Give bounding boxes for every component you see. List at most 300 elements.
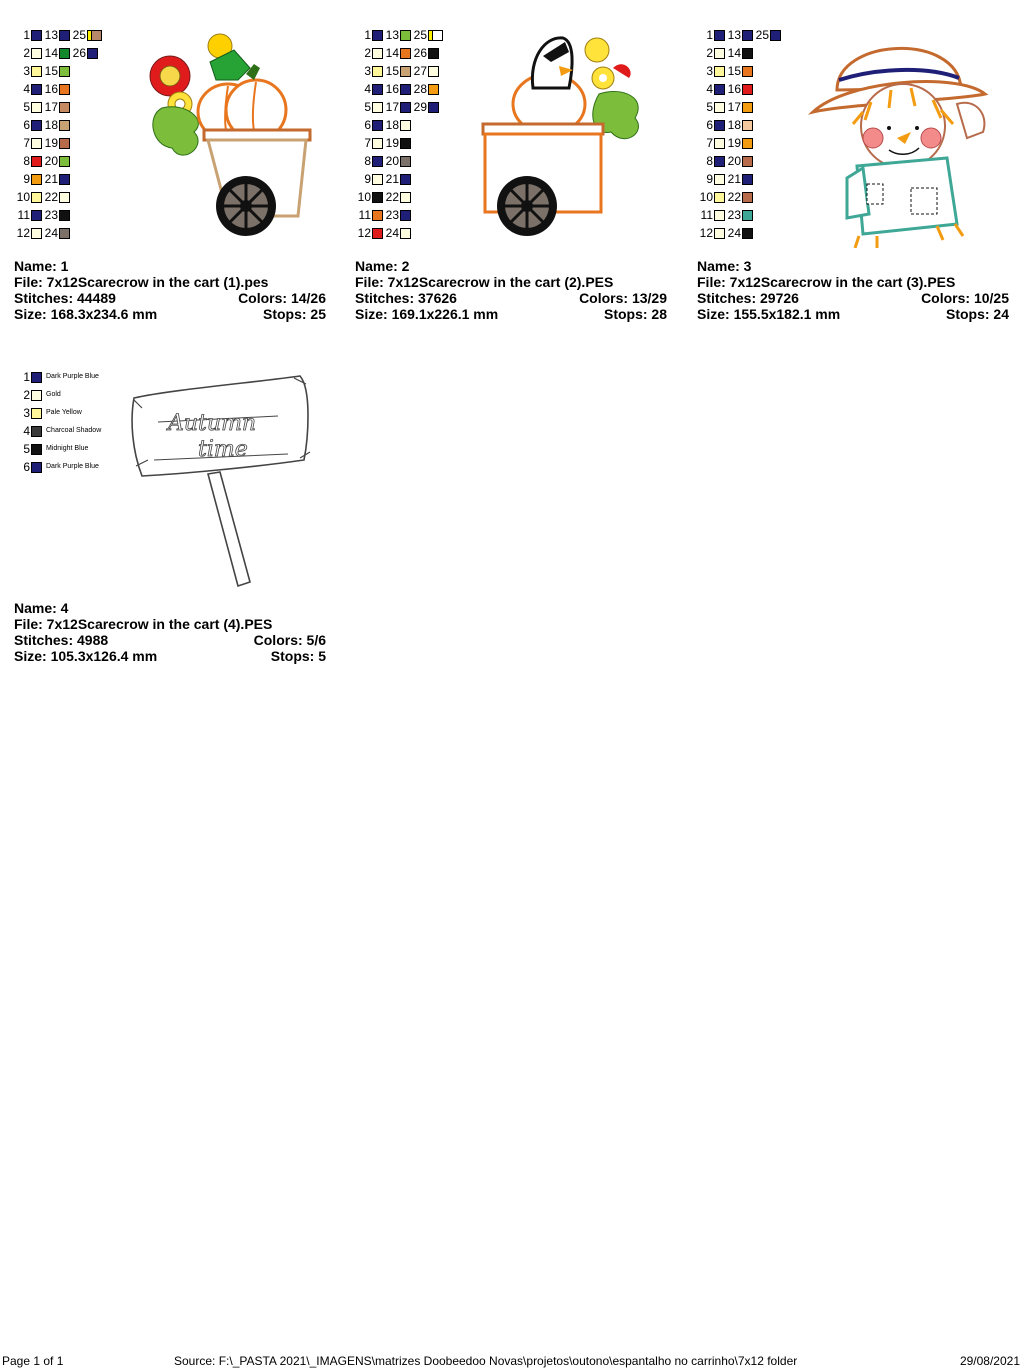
palette-entry bbox=[357, 98, 383, 116]
palette-entry-number: 2 bbox=[23, 46, 30, 60]
palette-entry-number: 3 bbox=[706, 64, 713, 78]
design-info bbox=[697, 258, 1009, 322]
palette-entry bbox=[699, 188, 725, 206]
palette-entry-number: 9 bbox=[706, 172, 713, 186]
palette-entry bbox=[90, 26, 102, 44]
palette-entry bbox=[383, 188, 411, 206]
palette-entry-number: 19 bbox=[385, 136, 399, 150]
palette-entry bbox=[383, 80, 411, 98]
palette-entry bbox=[699, 170, 725, 188]
palette-entry-number: 3 bbox=[23, 406, 30, 420]
palette-swatch bbox=[742, 30, 753, 41]
palette-entry-number: 24 bbox=[385, 226, 399, 240]
palette-entry bbox=[42, 134, 70, 152]
palette-column bbox=[16, 368, 101, 476]
palette-swatch bbox=[400, 174, 411, 185]
palette-entry bbox=[16, 62, 42, 80]
palette-swatch bbox=[59, 138, 70, 149]
palette-entry-number: 22 bbox=[44, 190, 58, 204]
design-colors: Colors: 10/25 bbox=[921, 290, 1009, 306]
palette-swatch bbox=[714, 156, 725, 167]
palette-swatch bbox=[742, 66, 753, 77]
palette-entry bbox=[42, 26, 70, 44]
palette-entry bbox=[411, 62, 439, 80]
palette-entry bbox=[16, 116, 42, 134]
palette-swatch bbox=[31, 444, 42, 455]
palette-entry-number: 15 bbox=[44, 64, 58, 78]
palette-entry-number: 2 bbox=[364, 46, 371, 60]
palette-swatch bbox=[31, 120, 42, 131]
palette-entry-number: 1 bbox=[706, 28, 713, 42]
palette-column bbox=[699, 26, 725, 242]
palette-column bbox=[90, 26, 102, 44]
palette-entry-number: 2 bbox=[706, 46, 713, 60]
palette-entry-number: 9 bbox=[23, 172, 30, 186]
palette-entry-number: 20 bbox=[385, 154, 399, 168]
design-colors: Colors: 5/6 bbox=[253, 632, 326, 648]
palette-entry bbox=[70, 44, 98, 62]
palette-color-name: Dark Purple Blue bbox=[46, 463, 99, 470]
palette-swatch bbox=[59, 174, 70, 185]
palette-entry-number: 3 bbox=[23, 64, 30, 78]
palette-entry bbox=[16, 44, 42, 62]
palette-swatch bbox=[714, 210, 725, 221]
palette-entry bbox=[42, 80, 70, 98]
palette-entry bbox=[699, 98, 725, 116]
palette-swatch bbox=[31, 30, 42, 41]
palette-entry bbox=[383, 152, 411, 170]
palette-swatch bbox=[59, 228, 70, 239]
palette-entry bbox=[383, 206, 411, 224]
palette-swatch bbox=[31, 48, 42, 59]
palette-entry-number: 19 bbox=[727, 136, 741, 150]
palette-entry-number: 23 bbox=[44, 208, 58, 222]
palette-swatch bbox=[59, 30, 70, 41]
palette-swatch bbox=[31, 84, 42, 95]
palette-entry bbox=[16, 368, 101, 386]
palette-entry bbox=[357, 62, 383, 80]
palette-entry bbox=[383, 116, 411, 134]
palette-swatch bbox=[714, 120, 725, 131]
design-stops: Stops: 5 bbox=[270, 648, 326, 664]
palette-entry-number: 6 bbox=[23, 118, 30, 132]
palette-entry-number: 10 bbox=[16, 190, 30, 204]
palette-entry-number: 2 bbox=[23, 388, 30, 402]
palette-entry-number: 13 bbox=[44, 28, 58, 42]
palette-swatch bbox=[31, 408, 42, 419]
design-preview-image bbox=[807, 28, 1003, 248]
palette-entry-number: 16 bbox=[727, 82, 741, 96]
palette-entry bbox=[357, 224, 383, 242]
sign-text-line1: Autumn bbox=[168, 411, 257, 436]
palette-swatch bbox=[400, 228, 411, 239]
palette-entry bbox=[16, 80, 42, 98]
palette-swatch bbox=[742, 228, 753, 239]
palette-swatch bbox=[432, 30, 443, 41]
palette-entry-number: 21 bbox=[44, 172, 58, 186]
palette-swatch bbox=[428, 102, 439, 113]
design-info bbox=[14, 600, 326, 664]
palette-entry-number: 14 bbox=[44, 46, 58, 60]
palette-entry-number: 1 bbox=[364, 28, 371, 42]
palette-entry-number: 7 bbox=[364, 136, 371, 150]
page-footer bbox=[0, 1354, 1024, 1370]
palette-entry-number: 15 bbox=[727, 64, 741, 78]
palette-entry-number: 18 bbox=[385, 118, 399, 132]
palette-column bbox=[753, 26, 781, 44]
palette-swatch bbox=[428, 48, 439, 59]
palette-swatch bbox=[372, 138, 383, 149]
palette-entry-number: 24 bbox=[727, 226, 741, 240]
palette-entry-number: 9 bbox=[364, 172, 371, 186]
palette-entry-number: 10 bbox=[357, 190, 371, 204]
palette-entry bbox=[383, 98, 411, 116]
design-size: Size: 155.5x182.1 mm bbox=[697, 306, 841, 322]
palette-entry bbox=[42, 152, 70, 170]
palette-column bbox=[357, 26, 383, 242]
palette-entry-number: 7 bbox=[706, 136, 713, 150]
palette-swatch bbox=[59, 210, 70, 221]
palette-entry-number: 14 bbox=[727, 46, 741, 60]
palette-entry bbox=[42, 224, 70, 242]
palette-entry bbox=[699, 206, 725, 224]
palette-entry bbox=[357, 44, 383, 62]
palette-entry-number: 12 bbox=[16, 226, 30, 240]
palette-swatch bbox=[714, 48, 725, 59]
palette-swatch bbox=[742, 102, 753, 113]
source-path: Source: F:\_PASTA 2021\_IMAGENS\matrizes Doobeedoo Novas\projetos\outono\espantalho no carrinho\7x12 folder bbox=[174, 1354, 798, 1368]
palette-entry bbox=[725, 188, 753, 206]
design-name: Name: 3 bbox=[697, 258, 752, 274]
palette-swatch bbox=[59, 156, 70, 167]
design-stitches: Stitches: 37626 bbox=[355, 290, 457, 306]
palette-swatch bbox=[59, 102, 70, 113]
page-number: Page 1 of 1 bbox=[2, 1354, 64, 1368]
palette-entry bbox=[383, 224, 411, 242]
design-stitches: Stitches: 4988 bbox=[14, 632, 109, 648]
palette-entry bbox=[16, 386, 101, 404]
palette-entry bbox=[357, 80, 383, 98]
palette-swatch bbox=[31, 156, 42, 167]
palette-entry bbox=[699, 224, 725, 242]
palette-entry-number: 12 bbox=[357, 226, 371, 240]
palette-color-name: Pale Yellow bbox=[46, 409, 82, 416]
design-size: Size: 168.3x234.6 mm bbox=[14, 306, 158, 322]
palette-swatch bbox=[31, 228, 42, 239]
palette-entry bbox=[42, 98, 70, 116]
design-preview-image bbox=[473, 28, 673, 238]
palette-entry-number: 5 bbox=[23, 100, 30, 114]
palette-swatch bbox=[400, 138, 411, 149]
palette-entry-number: 22 bbox=[727, 190, 741, 204]
palette-swatch bbox=[714, 228, 725, 239]
palette-entry bbox=[42, 206, 70, 224]
palette-entry bbox=[383, 134, 411, 152]
design-stops: Stops: 28 bbox=[603, 306, 667, 322]
palette-entry-number: 4 bbox=[23, 82, 30, 96]
palette-swatch bbox=[372, 120, 383, 131]
palette-entry-number: 8 bbox=[23, 154, 30, 168]
palette-entry bbox=[699, 80, 725, 98]
palette-swatch bbox=[428, 66, 439, 77]
palette-entry bbox=[725, 44, 753, 62]
palette-swatch bbox=[372, 102, 383, 113]
palette-entry-number: 15 bbox=[385, 64, 399, 78]
palette-swatch bbox=[742, 156, 753, 167]
palette-entry-number: 8 bbox=[706, 154, 713, 168]
palette-entry-number: 20 bbox=[44, 154, 58, 168]
palette-entry bbox=[725, 116, 753, 134]
palette-entry-number: 5 bbox=[23, 442, 30, 456]
palette-entry bbox=[357, 26, 383, 44]
design-info bbox=[355, 258, 667, 322]
palette-entry bbox=[699, 152, 725, 170]
palette-swatch bbox=[742, 84, 753, 95]
design-stops: Stops: 25 bbox=[262, 306, 326, 322]
palette-entry bbox=[725, 170, 753, 188]
palette-entry-number: 25 bbox=[72, 28, 86, 42]
palette-entry-number: 28 bbox=[413, 82, 427, 96]
palette-entry-number: 11 bbox=[358, 208, 371, 222]
palette-entry-number: 27 bbox=[413, 64, 427, 78]
palette-entry bbox=[16, 170, 42, 188]
palette-entry-number: 3 bbox=[364, 64, 371, 78]
palette-swatch bbox=[714, 30, 725, 41]
palette-entry bbox=[42, 188, 70, 206]
palette-swatch bbox=[372, 210, 383, 221]
palette-entry-number: 26 bbox=[413, 46, 427, 60]
print-date: 29/08/2021 bbox=[959, 1354, 1020, 1368]
palette-swatch bbox=[428, 84, 439, 95]
design-stitches: Stitches: 44489 bbox=[14, 290, 116, 306]
palette-swatch bbox=[400, 192, 411, 203]
palette-entry bbox=[753, 26, 781, 44]
palette-entry-number: 11 bbox=[17, 208, 30, 222]
palette-swatch bbox=[400, 66, 411, 77]
palette-swatch bbox=[372, 48, 383, 59]
palette-swatch bbox=[714, 84, 725, 95]
palette-entry-number: 4 bbox=[706, 82, 713, 96]
palette-entry bbox=[383, 44, 411, 62]
palette-swatch bbox=[714, 102, 725, 113]
palette-entry-number: 1 bbox=[23, 370, 30, 384]
palette-entry bbox=[42, 116, 70, 134]
palette-swatch bbox=[400, 210, 411, 221]
palette-swatch bbox=[400, 120, 411, 131]
palette-entry-number: 5 bbox=[706, 100, 713, 114]
palette-swatch bbox=[742, 210, 753, 221]
palette-swatch bbox=[31, 102, 42, 113]
palette-entry-number: 16 bbox=[385, 82, 399, 96]
palette-swatch bbox=[714, 138, 725, 149]
palette-swatch bbox=[59, 48, 70, 59]
palette-column bbox=[431, 26, 443, 44]
palette-entry bbox=[725, 62, 753, 80]
design-colors: Colors: 13/29 bbox=[579, 290, 667, 306]
palette-entry-number: 4 bbox=[364, 82, 371, 96]
design-file: File: 7x12Scarecrow in the cart (1).pes bbox=[14, 274, 269, 290]
palette-entry bbox=[725, 98, 753, 116]
design-preview-image bbox=[142, 28, 332, 238]
palette-entry bbox=[725, 134, 753, 152]
design-stops: Stops: 24 bbox=[945, 306, 1009, 322]
palette-entry bbox=[16, 26, 42, 44]
palette-entry-number: 12 bbox=[699, 226, 713, 240]
palette-swatch bbox=[31, 372, 42, 383]
palette-entry bbox=[725, 224, 753, 242]
palette-swatch bbox=[31, 192, 42, 203]
palette-entry-number: 6 bbox=[706, 118, 713, 132]
palette-entry-number: 4 bbox=[23, 424, 30, 438]
palette-color-name: Dark Purple Blue bbox=[46, 373, 99, 380]
palette-entry-number: 6 bbox=[364, 118, 371, 132]
palette-entry-number: 5 bbox=[364, 100, 371, 114]
palette-entry-number: 7 bbox=[23, 136, 30, 150]
palette-entry bbox=[383, 170, 411, 188]
palette-entry bbox=[16, 422, 101, 440]
palette-entry bbox=[42, 62, 70, 80]
palette-entry-number: 23 bbox=[385, 208, 399, 222]
palette-color-name: Charcoal Shadow bbox=[46, 427, 102, 434]
palette-swatch bbox=[400, 30, 411, 41]
palette-swatch bbox=[31, 390, 42, 401]
design-file: File: 7x12Scarecrow in the cart (3).PES bbox=[697, 274, 956, 290]
palette-entry bbox=[431, 26, 443, 44]
palette-swatch bbox=[31, 66, 42, 77]
palette-entry bbox=[357, 134, 383, 152]
palette-swatch bbox=[742, 138, 753, 149]
palette-swatch bbox=[59, 120, 70, 131]
palette-swatch bbox=[400, 156, 411, 167]
palette-entry bbox=[725, 152, 753, 170]
palette-swatch bbox=[31, 426, 42, 437]
palette-entry bbox=[383, 62, 411, 80]
palette-entry-number: 24 bbox=[44, 226, 58, 240]
design-size: Size: 105.3x126.4 mm bbox=[14, 648, 158, 664]
design-name: Name: 2 bbox=[355, 258, 410, 274]
design-size: Size: 169.1x226.1 mm bbox=[355, 306, 499, 322]
palette-swatch bbox=[31, 138, 42, 149]
palette-entry bbox=[357, 152, 383, 170]
design-name: Name: 4 bbox=[14, 600, 69, 616]
palette-column bbox=[42, 26, 70, 242]
palette-entry bbox=[16, 152, 42, 170]
palette-entry bbox=[699, 116, 725, 134]
palette-entry-number: 17 bbox=[44, 100, 58, 114]
palette-entry-number: 18 bbox=[727, 118, 741, 132]
palette-entry bbox=[383, 26, 411, 44]
palette-swatch bbox=[714, 66, 725, 77]
palette-swatch bbox=[59, 192, 70, 203]
design-preview-image bbox=[128, 370, 318, 594]
palette-entry bbox=[16, 224, 42, 242]
palette-swatch bbox=[714, 174, 725, 185]
palette-entry bbox=[16, 440, 101, 458]
palette-swatch bbox=[400, 48, 411, 59]
palette-swatch bbox=[372, 156, 383, 167]
palette-entry-number: 1 bbox=[23, 28, 30, 42]
palette-column bbox=[725, 26, 753, 242]
palette-entry bbox=[357, 188, 383, 206]
palette-entry bbox=[16, 458, 101, 476]
palette-entry-number: 10 bbox=[699, 190, 713, 204]
palette-swatch bbox=[372, 174, 383, 185]
palette-entry bbox=[357, 116, 383, 134]
palette-entry-number: 17 bbox=[385, 100, 399, 114]
palette-entry bbox=[16, 98, 42, 116]
palette-swatch bbox=[742, 120, 753, 131]
palette-entry-number: 26 bbox=[72, 46, 86, 60]
palette-swatch bbox=[59, 66, 70, 77]
palette-entry-number: 14 bbox=[385, 46, 399, 60]
palette-entry bbox=[16, 404, 101, 422]
palette-swatch bbox=[372, 192, 383, 203]
palette-entry-number: 19 bbox=[44, 136, 58, 150]
palette-entry-number: 25 bbox=[413, 28, 427, 42]
palette-entry-number: 8 bbox=[364, 154, 371, 168]
design-colors: Colors: 14/26 bbox=[238, 290, 326, 306]
palette-swatch bbox=[372, 84, 383, 95]
palette-entry bbox=[411, 44, 439, 62]
palette-entry-number: 20 bbox=[727, 154, 741, 168]
palette-entry-number: 17 bbox=[727, 100, 741, 114]
palette-entry-number: 23 bbox=[727, 208, 741, 222]
palette-swatch bbox=[400, 84, 411, 95]
palette-color-name: Midnight Blue bbox=[46, 445, 89, 452]
palette-entry-number: 29 bbox=[413, 100, 427, 114]
palette-entry-number: 13 bbox=[385, 28, 399, 42]
palette-swatch bbox=[59, 84, 70, 95]
palette-swatch bbox=[91, 30, 102, 41]
palette-entry bbox=[699, 134, 725, 152]
palette-entry bbox=[16, 206, 42, 224]
palette-entry bbox=[411, 98, 439, 116]
palette-column bbox=[383, 26, 411, 242]
palette-swatch bbox=[770, 30, 781, 41]
palette-entry bbox=[699, 44, 725, 62]
palette-swatch bbox=[87, 48, 98, 59]
palette-entry-number: 25 bbox=[755, 28, 769, 42]
palette-entry bbox=[357, 206, 383, 224]
design-file: File: 7x12Scarecrow in the cart (2).PES bbox=[355, 274, 614, 290]
design-file: File: 7x12Scarecrow in the cart (4).PES bbox=[14, 616, 273, 632]
palette-entry bbox=[725, 80, 753, 98]
palette-swatch bbox=[742, 48, 753, 59]
palette-entry-number: 16 bbox=[44, 82, 58, 96]
palette-entry bbox=[42, 170, 70, 188]
palette-swatch bbox=[400, 102, 411, 113]
palette-swatch bbox=[742, 192, 753, 203]
palette-swatch bbox=[31, 462, 42, 473]
palette-swatch bbox=[372, 228, 383, 239]
palette-entry-number: 21 bbox=[727, 172, 741, 186]
palette-entry-number: 11 bbox=[700, 208, 713, 222]
palette-swatch bbox=[31, 174, 42, 185]
palette-swatch bbox=[372, 66, 383, 77]
palette-entry-number: 18 bbox=[44, 118, 58, 132]
sign-text-line2: time bbox=[198, 437, 248, 462]
palette-entry bbox=[725, 206, 753, 224]
design-info bbox=[14, 258, 326, 322]
palette-entry bbox=[16, 188, 42, 206]
palette-entry bbox=[699, 62, 725, 80]
palette-entry-number: 22 bbox=[385, 190, 399, 204]
palette-color-name: Gold bbox=[46, 391, 61, 398]
palette-entry bbox=[725, 26, 753, 44]
palette-entry-number: 21 bbox=[385, 172, 399, 186]
palette-entry bbox=[699, 26, 725, 44]
palette-swatch bbox=[31, 210, 42, 221]
